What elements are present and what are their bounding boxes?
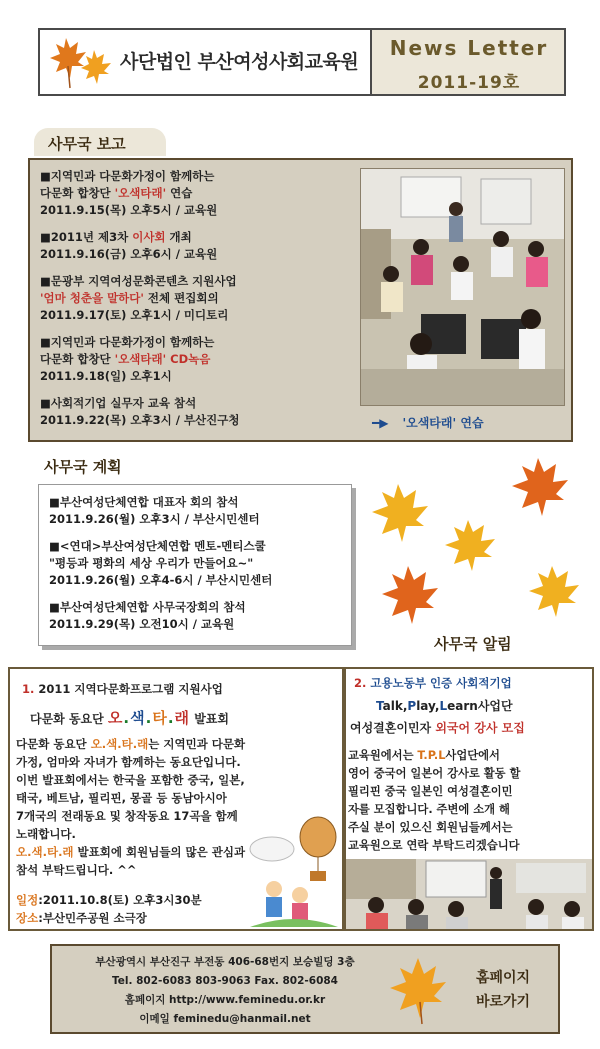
p2-post: 발표회에 회원님들의 많은 관심과	[73, 845, 246, 859]
p-line: 7개국의 전래동요 및 창작동요 17곡을 함께	[16, 809, 238, 823]
notice-2-title-text: 고용노동부 인증 사회적기업	[370, 676, 512, 690]
plan-line: 2011.9.26(월) 오후3시 / 부산시민센터	[49, 512, 260, 526]
plan-list	[49, 494, 349, 643]
maple-leaf-icon	[388, 954, 448, 1026]
plan-item	[49, 494, 349, 528]
notice-box-1	[8, 667, 344, 931]
p3: 참석 부탁드립니다. ^^	[16, 863, 137, 877]
home-link-line-2: 바로가기	[475, 994, 531, 1010]
report-list	[40, 168, 360, 439]
plan-line: ■부산여성단체연합 사무국장회의 참석	[49, 600, 246, 614]
body-pre: 교육원에서는	[348, 749, 414, 762]
plan-line: ■부산여성단체연합 대표자 회의 참석	[49, 495, 239, 509]
p1-pre: 다문화 동요단	[16, 737, 87, 751]
recruit-pre: 여성결혼이민자	[350, 721, 432, 735]
date-label: 일정	[16, 893, 39, 907]
homepage-shortcut-link[interactable]	[448, 966, 558, 1014]
classroom-photo	[346, 859, 592, 929]
body-line: 자를 모집합니다. 주변에 소개 해	[348, 803, 510, 816]
p1-post: 는 지역민과 다문화	[148, 737, 246, 751]
photo-caption-text: '오색타래' 연습	[402, 416, 484, 430]
body-line: 주실 분이 있으신 회원님들께서는	[348, 821, 513, 834]
home-link-line-1: 홈페이지	[475, 970, 531, 986]
notice-2-number: 2.	[354, 676, 367, 690]
contact-info	[60, 953, 390, 1029]
recruit-highlight: 외국어 강사 모집	[435, 721, 525, 735]
body-line: 필리핀 중국 일본인 여성결혼이민	[348, 785, 513, 798]
p1-highlight: 오.색.타.래	[90, 737, 149, 751]
plan-line: ■<연대>부산여성단체연합 멘토-멘티스쿨	[49, 539, 266, 553]
plan-line: "평등과 평화의 세상 우리가 만들어요~"	[49, 556, 254, 570]
report-line: 2011.9.17(토) 오후1시 / 미디토리	[40, 308, 229, 322]
subtitle-pre: 다문화 동요단	[30, 712, 104, 726]
p-line: 태국, 베트남, 필리핀, 몽골 등 동남아시아	[16, 791, 227, 805]
tpl-title: Talk,Play,Learn사업단	[376, 699, 513, 713]
report-line: ■문광부 지역여성문화콘텐츠 지원사업	[40, 274, 237, 288]
rehearsal-photo	[360, 168, 565, 406]
p-line: 노래합니다.	[16, 827, 76, 841]
notice-1-title	[22, 681, 223, 697]
newsletter-header	[38, 28, 566, 96]
report-line: ■사회적기업 실무자 교육 참석	[40, 396, 197, 410]
issue-number: 2011-19호	[417, 73, 521, 93]
colorful-name: 오.색.타.래	[107, 709, 191, 727]
report-item	[40, 334, 360, 385]
p-line: 가정, 엄마와 자녀가 함께하는 동요단입니다.	[16, 755, 241, 769]
recruit-line	[350, 719, 525, 736]
body-highlight: T.P.L	[417, 749, 446, 762]
place-value: :부산민주공원 소극장	[38, 911, 147, 925]
phone: Tel. 802-6083 803-9063 Fax. 802-6084	[111, 975, 338, 987]
report-line: 2011.9.18(일) 오후1시	[40, 369, 172, 383]
date-value: :2011.10.8(토) 오후3시30분	[38, 893, 202, 907]
footer	[50, 944, 560, 1034]
notice-1-title-text: 2011 지역다문화프로그램 지원사업	[38, 682, 223, 696]
plan-panel	[38, 484, 352, 646]
place-label: 장소	[16, 911, 39, 925]
report-line: 2011.9.22(목) 오후3시 / 부산진구청	[40, 413, 240, 427]
report-line: ■2011년 제3차 이사회 개최	[40, 230, 192, 244]
report-line: 2011.9.15(목) 오후5시 / 교육원	[40, 203, 218, 217]
newsletter-title: News Letter	[389, 36, 549, 60]
report-line: ■지역민과 다문화가정이 함께하는	[40, 169, 215, 183]
plan-item	[49, 599, 349, 633]
kids-balloon-illustration	[246, 815, 342, 929]
autumn-leaves-icon	[368, 454, 600, 644]
org-name: 사단법인 부산여성사회교육원	[120, 51, 359, 73]
report-panel	[28, 158, 573, 442]
body-line: 교육원으로 연락 부탁드리겠습니다	[348, 839, 520, 852]
body-line: 영어 중국어 일본어 강사로 활동 할	[348, 767, 521, 780]
notice-2-title	[354, 675, 512, 691]
plan-line: 2011.9.29(목) 오전10시 / 교육원	[49, 617, 235, 631]
body-post: 사업단에서	[445, 749, 500, 762]
p-line: 이번 발표회에서는 한국을 포함한 중국, 일본,	[16, 773, 245, 787]
org-banner	[40, 30, 370, 94]
newsletter-badge	[370, 30, 564, 94]
plan-line: 2011.9.26(월) 오후4-6시 / 부산시민센터	[49, 573, 273, 587]
plan-item	[49, 538, 349, 589]
p2-highlight: 오.색.타.래	[16, 845, 74, 859]
subtitle-post: 발표회	[194, 712, 229, 726]
plan-tab: 사무국 계획	[44, 458, 122, 476]
notice-2-body	[348, 747, 592, 855]
notice-1-number: 1.	[22, 682, 35, 696]
arrow-right-icon: ━▶	[372, 416, 389, 430]
report-item	[40, 229, 360, 263]
photo-caption	[372, 414, 572, 431]
report-line: '엄마 청춘을 말하다' 전체 편집회의	[40, 291, 219, 305]
address: 부산광역시 부산진구 부전동 406-68번지 보승빌딩 3층	[95, 956, 355, 968]
maple-leaf-icon	[46, 32, 118, 92]
notice-tab: 사무국 알림	[420, 628, 548, 656]
report-item	[40, 168, 360, 219]
notice-1-subtitle	[30, 707, 229, 728]
email[interactable]: 이메일 feminedu@hanmail.net	[139, 1013, 311, 1025]
report-line: 2011.9.16(금) 오후6시 / 교육원	[40, 247, 218, 261]
report-line: 다문화 합창단 '오색타래' CD녹음	[40, 352, 211, 366]
report-line: ■지역민과 다문화가정이 함께하는	[40, 335, 215, 349]
report-line: 다문화 합창단 '오색타래' 연습	[40, 186, 193, 200]
homepage-url[interactable]: 홈페이지 http://www.feminedu.or.kr	[124, 994, 326, 1006]
report-item	[40, 273, 360, 324]
report-item	[40, 395, 360, 429]
report-tab: 사무국 보고	[34, 128, 166, 156]
notice-box-2	[344, 667, 594, 931]
